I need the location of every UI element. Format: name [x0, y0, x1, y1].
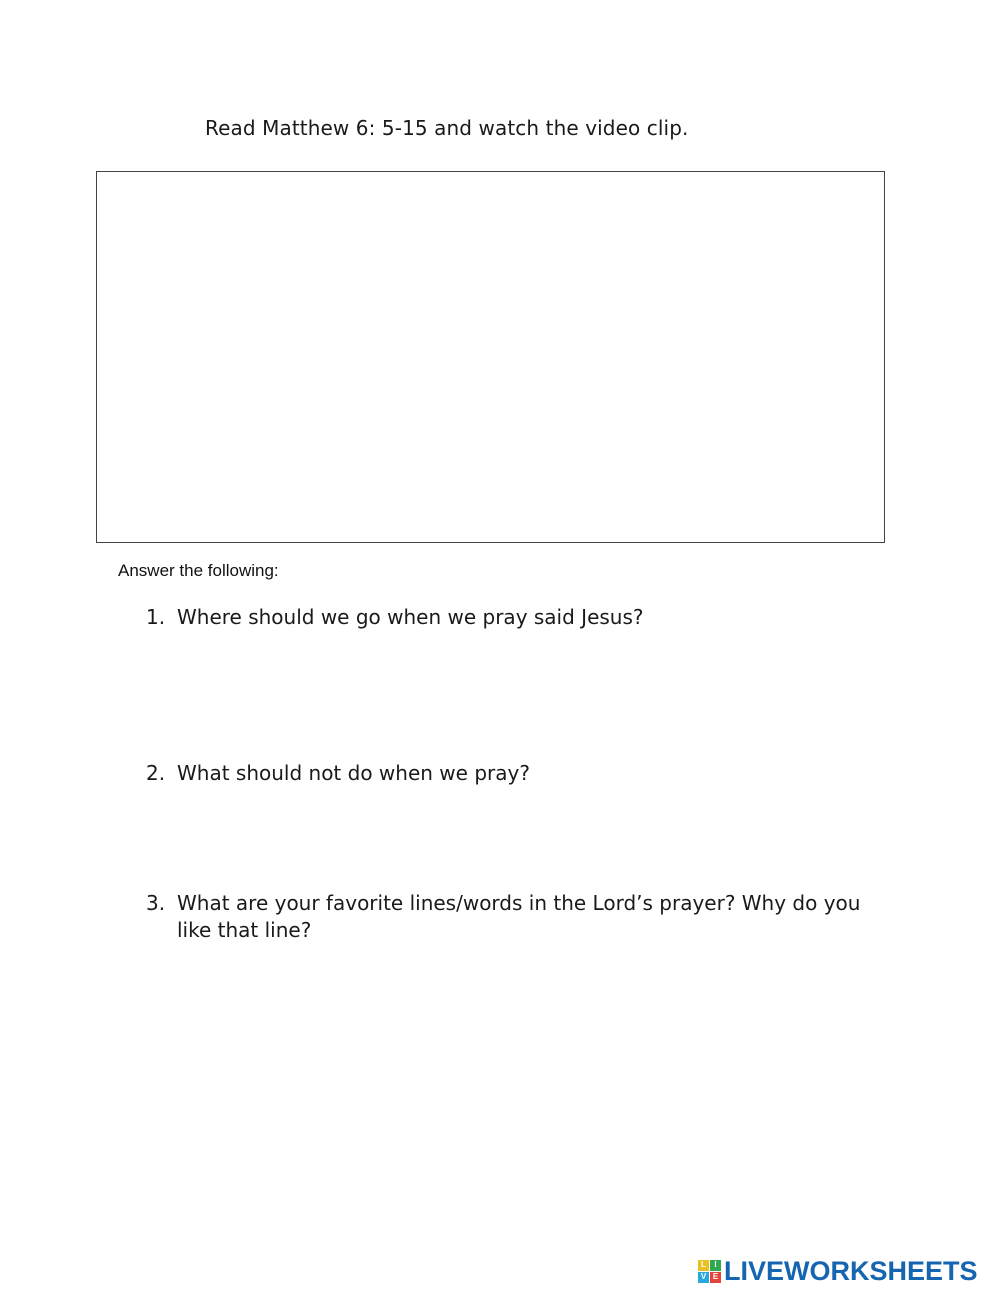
question-item — [146, 760, 886, 787]
logo-block-l: L — [698, 1260, 709, 1271]
instruction-text: Read Matthew 6: 5-15 and watch the video clip. — [205, 116, 689, 140]
logo-wordmark: LIVEWORKSHEETS — [724, 1255, 978, 1286]
video-clip-frame[interactable] — [96, 171, 885, 543]
question-item — [146, 890, 886, 944]
liveworksheets-logo[interactable] — [698, 1257, 978, 1285]
logo-block-i: I — [710, 1260, 721, 1271]
question-number: 1. — [146, 605, 166, 629]
question-number: 2. — [146, 761, 166, 785]
logo-block-e: E — [710, 1272, 721, 1283]
live-blocks-icon — [698, 1260, 721, 1283]
question-text: What are your favorite lines/words in the Lord’s prayer? Why do you like that line? — [177, 891, 861, 942]
question-text: What should not do when we pray? — [177, 761, 530, 785]
logo-block-v: V — [698, 1272, 709, 1283]
question-number: 3. — [146, 891, 166, 915]
answer-heading: Answer the following: — [118, 561, 279, 580]
question-text: Where should we go when we pray said Jesus? — [177, 605, 644, 629]
question-item — [146, 604, 886, 631]
